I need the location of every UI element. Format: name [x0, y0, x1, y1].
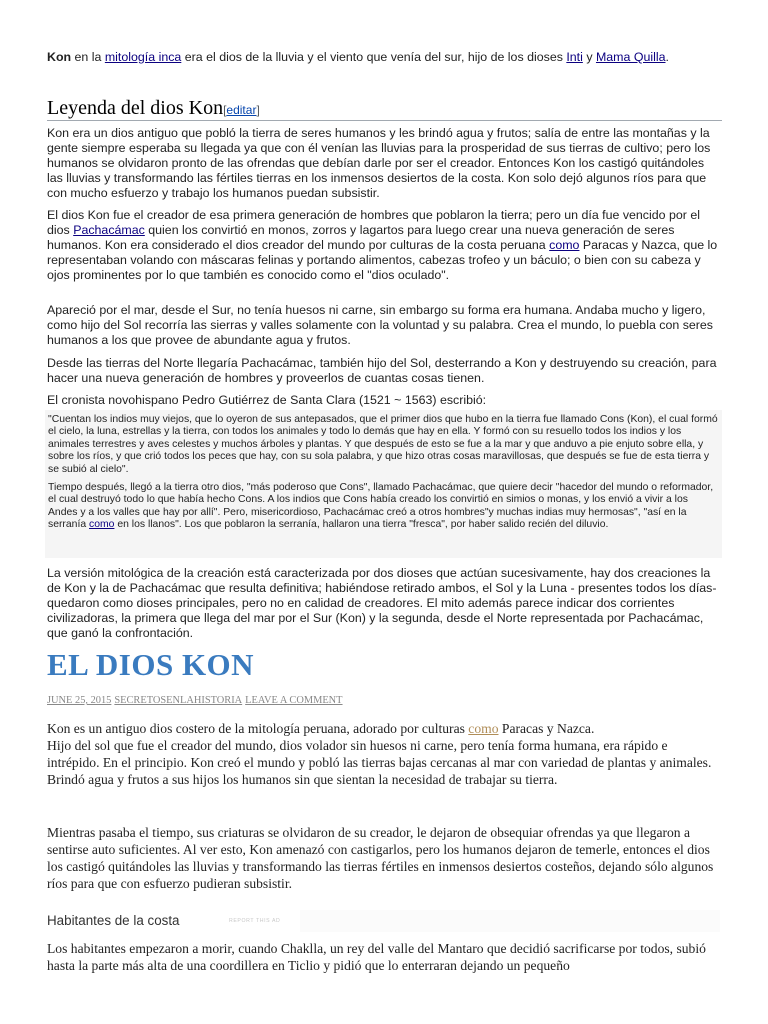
blog-paragraph-2: Mientras pasaba el tiempo, sus criaturas se olvidaron de su creador, le dejaron de obsequiar ofrendas ya que llegaron a sentirse auto suficientes. Al ver esto, Kon amenazó con castigarlos, pero los humanos dejaron de temerle, entonces el dios los castigó quitándoles las lluvias y transformando las tierras fértiles en inmensos desiertos costeños, dejando sólo algunos ríos para que con esfuerzo pudieran subsistir.: [47, 825, 714, 891]
link-inti[interactable]: Inti: [566, 50, 583, 64]
text-run: Kon es un antiguo dios costero de la mitología peruana, adorado por culturas: [47, 721, 469, 736]
blog-paragraph-3: Los habitantes empezaron a morir, cuando Chaklla, un rey del valle del Mantaro que decidió sacrificarse por todos, subió hasta la parte más alta de una coordillera en Ticlio y pidió que lo enterraran dejando un pequeño: [47, 941, 706, 973]
blog-post-title[interactable]: EL DIOS KON: [47, 647, 255, 682]
term-kon: Kon: [47, 50, 72, 64]
intro-paragraph: [47, 50, 723, 65]
post-author-link[interactable]: SECRETOSENLAHISTORIA: [114, 695, 243, 706]
text-run: Paracas y Nazca.: [498, 721, 595, 736]
post-meta: [47, 694, 723, 708]
report-ad-link[interactable]: REPORT THIS AD: [229, 918, 281, 924]
text-run: era el dios de la lluvia y el viento que venía del sur, hijo de los dioses: [181, 50, 567, 64]
ad-placeholder: [300, 910, 720, 932]
paragraph-2: [47, 208, 723, 283]
section-heading-text: Leyenda del dios Kon: [47, 97, 224, 119]
paragraph-3: Apareció por el mar, desde el Sur, no tenía huesos ni carne, sin embargo su forma era humana. Andaba mucho y ligero, como hijo del Sol recorría las sierras y valles solamente con la voluntad y su palabra. Crea el mundo, lo puebla con seres humanos a los que provee de abundante agua y frutos.: [47, 303, 713, 347]
paragraph-5: El cronista novohispano Pedro Gutiérrez de Santa Clara (1521 ~ 1563) escribió:: [47, 393, 487, 407]
paragraph-1: Kon era un dios antiguo que pobló la tierra de seres humanos y les brindó agua y frutos; salía de entre las montañas y la gente siempre esperaba su llegada ya que con él venían las lluvias para la prosperidad de sus tierras de cultivo; pero los humanos se olvidaron pronto de las ofrendas que debían darle por ser el creador. Entonces Kon los castigó quitándoles las lluvias y transformando las fértiles tierras en los inmensos desiertos de la costa. Kon solo dejó algunos ríos para que con mucho esfuerzo y trabajo los humanos puedan subsistir.: [47, 126, 711, 200]
text-run: en la: [71, 50, 105, 64]
text-run: Hijo del sol que fue el creador del mundo, dios volador sin huesos ni carne, pero tenía forma humana, era rápido e intrépido. En el principio. Kon creó el mundo y pobló las tierras bajas cercanas al mar con variedad de plantas y animales. Brindó agua y frutos a sus hijos los humanos sin que sientan la necesidad de trabajar su tierra.: [47, 738, 712, 787]
paragraph-4: Desde las tierras del Norte llegaría Pachacámac, también hijo del Sol, desterrando a Kon y destruyendo su creación, para hacer una nueva generación de hombres y proveerlos de cuantas cosas tienen.: [47, 356, 717, 385]
edit-bracket-close: ]: [256, 103, 260, 117]
link-como-blog[interactable]: como: [468, 721, 499, 736]
blog-paragraph-1: [47, 720, 723, 788]
link-como-quote[interactable]: como: [89, 519, 115, 531]
paragraph-6: La versión mitológica de la creación está caracterizada por dos dioses que actúan sucesivamente, hay dos creaciones la de Kon y la de Pachacámac que resulta definitiva; habiéndose retirado ambos, el Sol y la Luna - presentes todos los días- quedaron como dioses principales, pero no en calidad de creadores. El mito además parece indicar dos corrientes civilizadoras, la primera que llega del mar por el Sur (Kon) y la segunda, desde el Norte representada por Pachacámac, que ganó la confrontación.: [47, 566, 717, 640]
text-run: Paracas y Nazca, que lo representaban volando con máscaras felinas y portando alimentos, cabezas trofeo y un báculo; o bien con su cabeza y ojos prominentes por lo que también es conocido como el "dios oculado".: [47, 238, 718, 282]
edit-link[interactable]: editar: [226, 103, 257, 117]
text-run: Tiempo después, llegó a la tierra otro dios, "más poderoso que Cons", llamado Pachacámac, que quiere decir "hacedor del mundo o reformador, el cual destruyó todo lo que había hecho Cons. A los indios que Cons había creado los convirtió en simios o monas, y los envió a vivir a los Andes y a los valles que hay por allí". Pero, misericordioso, Pachacámac creó a otros hombres"y muchas indias muy hermosas", "así en la serranía: [48, 482, 714, 531]
leave-comment-link[interactable]: LEAVE A COMMENT: [245, 695, 343, 706]
edit-section: [223, 103, 260, 117]
link-mitologia-inca[interactable]: mitología inca: [104, 50, 182, 64]
link-mama-quilla[interactable]: Mama Quilla: [595, 50, 666, 64]
quote-paragraph-1: "Cuentan los indios muy viejos, que lo oyeron de sus antepasados, que el primer dios que hubo en la tierra fue llamado Cons (Kon), el cual formó el cielo, la luna, estrellas y la tierra, con todos los animales y todo lo demás que hay en ella. Y formó con su resuello todos los indios y los animales terrestres y aves celestes y muchos árboles y plantas. Y que después de esto se fue a la mar y que anduvo a pie enjuto sobre ella, y sobre los ríos, y que crió todos los peces que hay, con su sola palabra, y que hizo otras cosas maravillosas, que después se fue de esta tierra y se subió al cielo".: [48, 414, 718, 475]
blog-subheading: Habitantes de la costa: [47, 913, 180, 928]
text-run: El dios Kon fue el creador de esa primera generación de hombres que poblaron la tierra; pero un día fue vencido por el dios: [47, 208, 700, 237]
text-run: quien los convirtió en monos, zorros y lagartos para luego crear una nueva generación de seres humanos. Kon era considerado el dios creador del mundo por culturas de la costa peruana: [47, 223, 675, 252]
blockquote: [45, 410, 722, 558]
text-run: .: [665, 50, 669, 64]
link-como[interactable]: como: [549, 238, 580, 252]
text-run: en los llanos". Los que poblaron la serranía, hallaron una tierra "fresca", por haber salido recién del diluvio.: [114, 519, 609, 531]
quote-paragraph-2: [48, 482, 718, 532]
section-heading: [47, 96, 722, 121]
link-pachacamac[interactable]: Pachacámac: [73, 223, 145, 237]
edit-bracket-open: [: [223, 103, 227, 117]
text-run: y: [582, 50, 596, 64]
post-date-link[interactable]: JUNE 25, 2015: [47, 695, 112, 706]
